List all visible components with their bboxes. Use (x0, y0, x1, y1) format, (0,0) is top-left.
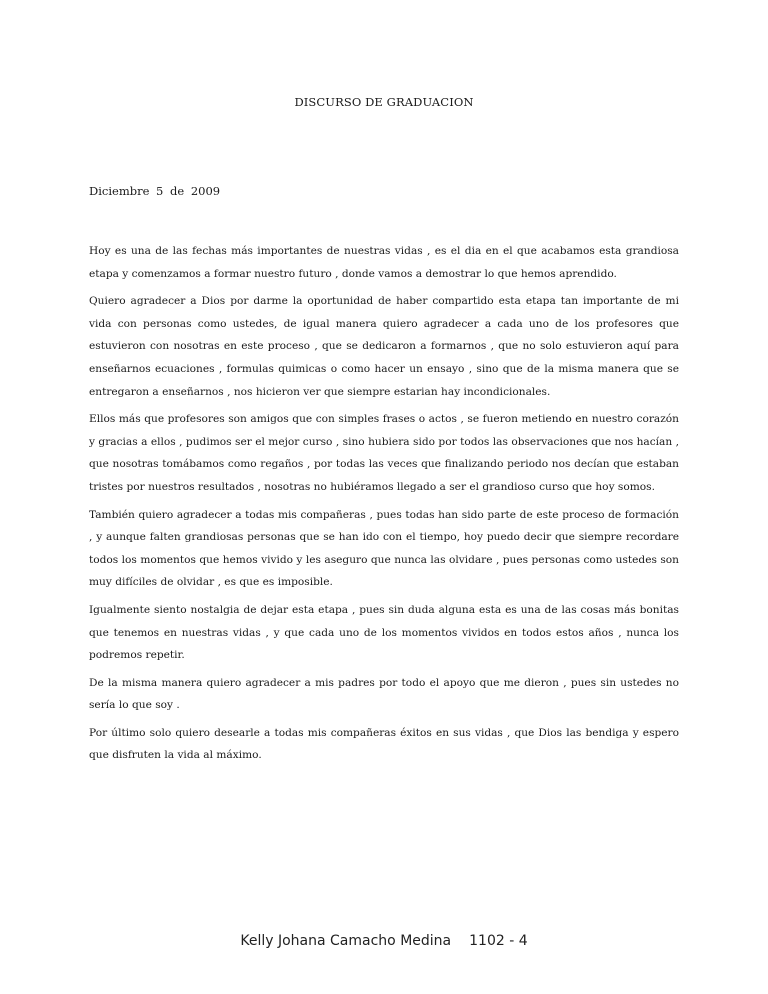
document-date: Diciembre 5 de 2009 (89, 184, 221, 198)
document-body (89, 240, 679, 772)
paragraph-5: Igualmente siento nostalgia de dejar esta etapa , pues sin duda alguna esta es una de las cosas más bonitas que tenemos en nuestras vidas , y que cada uno de los momentos vividos en todos estos años , nunca los podremos repetir. (89, 603, 679, 662)
footer-author: Kelly Johana Camacho Medina (240, 933, 452, 949)
paragraph-3: Ellos más que profesores son amigos que con simples frases o actos , se fueron metiendo en nuestro corazón y gracias a ellos , pudimos ser el mejor curso , sino hubiera sido por todos las observaciones que nos hacían , que nosotras tomábamos como regaños , por todas las veces que finalizando periodo nos decían que estaban tristes por nuestros resultados , nosotras no hubiéramos llegado a ser el grandioso curso que hoy somos. (89, 413, 679, 493)
footer-course: 1102 - 4 (469, 933, 528, 949)
paragraph-2: Quiero agradecer a Dios por darme la oportunidad de haber compartido esta etapa tan importante de mi vida con personas como ustedes, de igual manera quiero agradecer a cada uno de los profesores que estuvieron con nosotras en este proceso , que se dedicaron a formarnos , que no solo estuvieron aquí para enseñarnos ecuaciones , formulas quimicas o como hacer un ensayo , sino que de la misma manera que se entregaron a enseñarnos , nos hicieron ver que siempre estarian hay incondicionales. (89, 295, 679, 398)
paragraph-6: De la misma manera quiero agradecer a mis padres por todo el apoyo que me dieron , pues sin ustedes no sería lo que soy . (89, 676, 679, 712)
document-footer (0, 933, 768, 949)
document-title: DISCURSO DE GRADUACION (294, 95, 474, 109)
paragraph-1: Hoy es una de las fechas más importantes de nuestras vidas , es el dia en el que acabamos esta grandiosa etapa y comenzamos a formar nuestro futuro , donde vamos a demostrar lo que hemos aprendido. (89, 245, 679, 280)
paragraph-4: También quiero agradecer a todas mis compañeras , pues todas han sido parte de este proceso de formación , y aunque falten grandiosas personas que se han ido con el tiempo, hoy puedo decir que siempre recordare todos los momentos que hemos vivido y les aseguro que nunca las olvidare , pues personas como ustedes son muy difíciles de olvidar , es que es imposible. (89, 508, 679, 589)
paragraph-7: Por último solo quiero desearle a todas mis compañeras éxitos en sus vidas , que Dios las bendiga y espero que disfruten la vida al máximo. (89, 726, 679, 762)
